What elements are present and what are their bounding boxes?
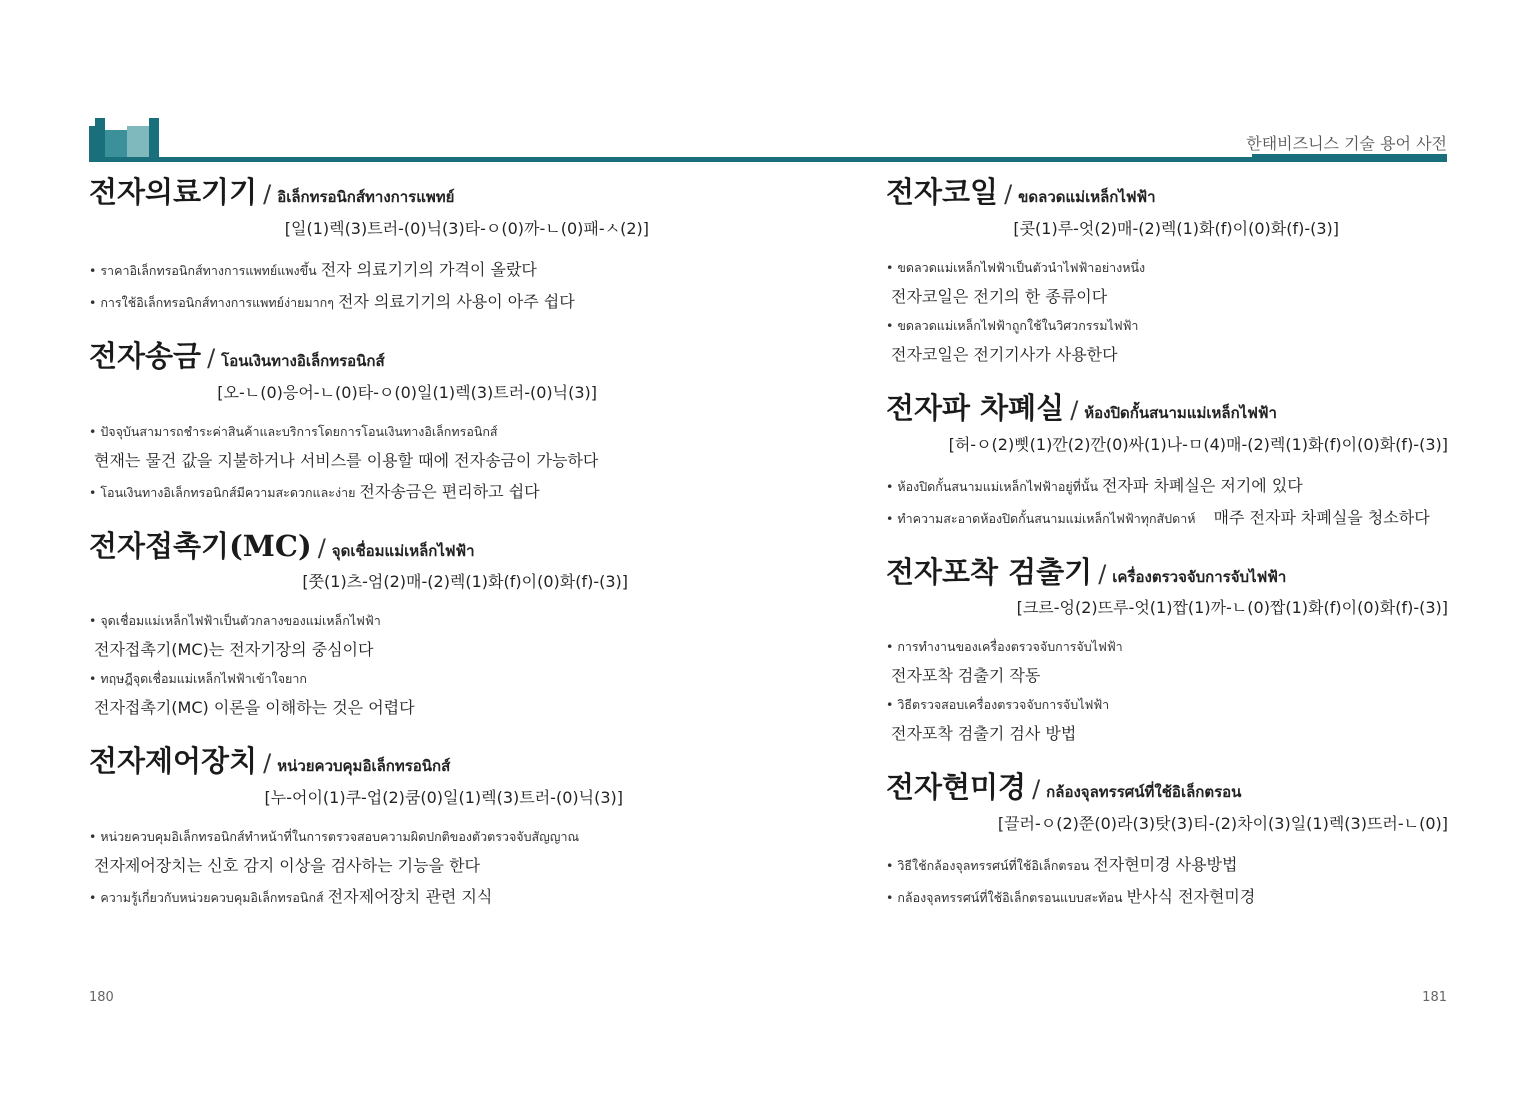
example-thai: • ปัจจุบันสามารถชำระค่าสินค้าและบริการโดยการโอนเงินทางอิเล็กทรอนิกส์ (89, 423, 498, 439)
example (89, 668, 659, 718)
example-korean: 전자코일은 전기기사가 사용한다 (891, 344, 1118, 364)
example-thai: • ความรู้เกี่ยวกับหน่วยควบคุมอิเล็กทรอนิกส์ (89, 890, 324, 906)
example-korean: 전자현미경 사용방법 (1093, 855, 1238, 875)
example (886, 257, 1448, 307)
example (89, 610, 659, 660)
dictionary-entry: 전자파 차폐실 / ห้องปิดกั้นสนามแม่เหล็กไฟฟ้า [허-ㅇ(2)삣(1)깐(2)깐(0)싸(1)나-ㅁ(4)매-(2)렉(1)화(f)이(0)화(f)-(3)] • ห้องปิดกั้นสนามแม่เหล็กไฟฟ้าอยู่ที่นั้น 전자파 차폐실은 저기에 있다 • ทำความสะอาดห้องปิดกั้นสนามแม่เหล็กไฟฟ้าทุกสัปดาห์ 매주 전자파 차폐실을 청소하다 (886, 390, 1448, 527)
thai-translation: หน่วยควบคุมอิเล็กทรอนิกส์ (277, 757, 451, 776)
example (886, 852, 1448, 876)
example-korean: 전자포착 검출기 작동 (891, 666, 1041, 686)
example-korean: 전자 의료기기의 사용이 아주 쉽다 (337, 291, 575, 311)
pronunciation: [오-ㄴ(0)응어-ㄴ(0)타-ㅇ(0)일(1)렉(3)트러-(0)닉(3)] (217, 382, 597, 402)
example (886, 315, 1448, 365)
dictionary-entry: 전자의료기기 / อิเล็กทรอนิกส์ทางการแพทย์ [일(1)렉(3)트러-(0)닉(3)타-ㅇ(0)까-ㄴ(0)패-ㅅ(2)] • ราคาอิเล็กทรอนิกส์ทางการแพทย์แพงขึ้น 전자 의료기기의 가격이 올랐다 • การใช้อิเล็กทรอนิกส์ทางการแพทย์ง่ายมากๆ 전자 의료기기의 사용이 아주 쉽다 (89, 175, 659, 313)
dictionary-entry: 전자포착 검출기 / เครื่องตรวจจับการจับไฟฟ้า [크르-엉(2)뜨루-엇(1)짭(1)까-ㄴ(0)짭(1)화(f)이(0)화(f)-(3)] • การทำงานของเครื่องตรวจจับการจับไฟฟ้า 전자포착 검출기 작동 • วิธีตรวจสอบเครื่องตรวจจับการจับไฟฟ้า 전자포착 검출기 검사 방법 (886, 554, 1448, 744)
example-thai: • หน่วยควบคุมอิเล็กทรอนิกส์ทำหน้าที่ในการตรวจสอบความผิดปกติของตัวตรวจจับสัญญาณ (89, 829, 580, 845)
pronunciation: [일(1)렉(3)트러-(0)닉(3)타-ㅇ(0)까-ㄴ(0)패-ㅅ(2)] (284, 218, 649, 238)
dictionary-entry: 전자현미경 / กล้องจุลทรรศน์ที่ใช้อิเล็กตรอน [끌러-ㅇ(2)쭌(0)라(3)탓(3)티-(2)차이(3)일(1)렉(3)뜨러-ㄴ(0)] • วิธีใช้กล้องจุลทรรศน์ที่ใช้อิเล็กตรอน 전자현미경 사용방법 • กล้องจุลทรรศน์ที่ใช้อิเล็กตรอนแบบสะท้อน 반사식 전자현미경 (886, 770, 1448, 907)
thai-translation: เครื่องตรวจจับการจับไฟฟ้า (1112, 567, 1287, 586)
example-thai: • ขดลวดแม่เหล็กไฟฟ้าถูกใช้ในวิศวกรรมไฟฟ้า (886, 317, 1139, 333)
example-korean: 현재는 물건 값을 지불하거나 서비스를 이용할 때에 전자송금이 가능하다 (94, 450, 599, 470)
example (886, 694, 1448, 744)
example (89, 421, 659, 471)
pronunciation: [쭛(1)츠-엄(2)매-(2)렉(1)화(f)이(0)화(f)-(3)] (302, 572, 628, 592)
example-korean: 전자파 차폐실은 저기에 있다 (1102, 475, 1303, 495)
example (886, 636, 1448, 686)
example-korean: 전자접촉기(MC)는 전자기장의 중심이다 (94, 640, 374, 660)
example-korean: 반사식 전자현미경 (1126, 887, 1256, 907)
example-thai: • การทำงานของเครื่องตรวจจับการจับไฟฟ้า (886, 639, 1123, 655)
example (89, 257, 659, 281)
page-number-left: 180 (89, 990, 114, 1005)
header-decoration (89, 118, 159, 160)
pronunciation: [허-ㅇ(2)삣(1)깐(2)깐(0)싸(1)나-ㅁ(4)매-(2)렉(1)화(f)이(0)화(f)-(3)] (948, 434, 1448, 454)
dictionary-entry: 전자코일 / ขดลวดแม่เหล็กไฟฟ้า [콧(1)루-엇(2)매-(2)렉(1)화(f)이(0)화(f)-(3)] • ขดลวดแม่เหล็กไฟฟ้าเป็นตัวนำไฟฟ้าอย่างหนึ่ง 전자코일은 전기의 한 종류이다 • ขดลวดแม่เหล็กไฟฟ้าถูกใช้ในวิศวกรรมไฟฟ้า 전자코일은 전기기사가 사용한다 (886, 175, 1448, 365)
example-korean: 전자코일은 전기의 한 종류이다 (891, 286, 1108, 306)
thai-translation: ขดลวดแม่เหล็กไฟฟ้า (1018, 188, 1156, 206)
running-title: 한태비즈니스 기술 용어 사전 (1246, 134, 1447, 153)
example-thai: • ห้องปิดกั้นสนามแม่เหล็กไฟฟ้าอยู่ที่นั้น (886, 478, 1098, 494)
thai-translation: กล้องจุลทรรศน์ที่ใช้อิเล็กตรอน (1046, 783, 1242, 802)
thai-translation: ห้องปิดกั้นสนามแม่เหล็กไฟฟ้า (1084, 403, 1277, 422)
example-thai: • ทำความสะอาดห้องปิดกั้นสนามแม่เหล็กไฟฟ้าทุกสัปดาห์ (886, 510, 1196, 526)
example (886, 884, 1448, 908)
headword: 전자접촉기(MC) (89, 528, 312, 563)
example-korean: 매주 전자파 차폐실을 청소하다 (1213, 507, 1430, 527)
headword: 전자포착 검출기 (886, 554, 1093, 589)
example (89, 479, 659, 503)
example-thai: • วิธีตรวจสอบเครื่องตรวจจับการจับไฟฟ้า (886, 697, 1110, 713)
example-thai: • การใช้อิเล็กทรอนิกส์ทางการแพทย์ง่ายมากๆ (89, 294, 334, 310)
example-thai: • วิธีใช้กล้องจุลทรรศน์ที่ใช้อิเล็กตรอน (886, 858, 1090, 874)
headword: 전자코일 (886, 175, 999, 209)
headword: 전자현미경 (886, 770, 1027, 805)
dictionary-entry: 전자제어장치 / หน่วยควบคุมอิเล็กทรอนิกส์ [누-어이(1)쿠-업(2)쿰(0)일(1)렉(3)트러-(0)닉(3)] • หน่วยควบคุมอิเล็กทรอนิกส์ทำหน้าที่ในการตรวจสอบความผิดปกติของตัวตรวจจับสัญญาณ 전자제어장치는 신호 감지 이상을 검사하는 기능을 한다 • ความรู้เกี่ยวกับหน่วยควบคุมอิเล็กทรอนิกส์ 전자제어장치 관련 지식 (89, 744, 659, 908)
right-column (886, 175, 1448, 934)
pronunciation: [콧(1)루-엇(2)매-(2)렉(1)화(f)이(0)화(f)-(3)] (1013, 218, 1339, 238)
example-korean: 전자 의료기기의 가격이 올랐다 (320, 259, 537, 279)
example (89, 289, 659, 313)
example-korean: 전자접촉기(MC) 이론을 이해하는 것은 어렵다 (94, 698, 415, 718)
example-thai: • ขดลวดแม่เหล็กไฟฟ้าเป็นตัวนำไฟฟ้าอย่างหนึ่ง (886, 259, 1146, 275)
dictionary-entry: 전자송금 / โอนเงินทางอิเล็กทรอนิกส์ [오-ㄴ(0)응어-ㄴ(0)타-ㅇ(0)일(1)렉(3)트러-(0)닉(3)] • ปัจจุบันสามารถชำระค่าสินค้าและบริการโดยการโอนเงินทางอิเล็กทรอนิกส์ 현재는 물건 값을 지불하거나 서비스를 이용할 때에 전자송금이 가능하다 • โอนเงินทางอิเล็กทรอนิกส์มีความสะดวกและง่าย 전자송금은 편리하고 쉽다 (89, 339, 659, 503)
example (89, 826, 659, 876)
left-column (89, 175, 659, 934)
pronunciation: [크르-엉(2)뜨루-엇(1)짭(1)까-ㄴ(0)짭(1)화(f)이(0)화(f)-(3)] (1016, 598, 1448, 618)
header-rule (89, 157, 1447, 162)
example-thai: • จุดเชื่อมแม่เหล็กไฟฟ้าเป็นตัวกลางของแม่เหล็กไฟฟ้า (89, 613, 381, 629)
example-thai: • โอนเงินทางอิเล็กทรอนิกส์มีความสะดวกและง่าย (89, 484, 356, 500)
pronunciation: [끌러-ㅇ(2)쭌(0)라(3)탓(3)티-(2)차이(3)일(1)렉(3)뜨러-ㄴ(0)] (997, 814, 1448, 834)
headword: 전자제어장치 (89, 744, 258, 779)
example-thai: • ราคาอิเล็กทรอนิกส์ทางการแพทย์แพงขึ้น (89, 262, 317, 278)
dictionary-entry: 전자접촉기(MC) / จุดเชื่อมแม่เหล็กไฟฟ้า [쭛(1)츠-엄(2)매-(2)렉(1)화(f)이(0)화(f)-(3)] • จุดเชื่อมแม่เหล็กไฟฟ้าเป็นตัวกลางของแม่เหล็กไฟฟ้า 전자접촉기(MC)는 전자기장의 중심이다 • ทฤษฎีจุดเชื่อมแม่เหล็กไฟฟ้าเข้าใจยาก 전자접촉기(MC) 이론을 이해하는 것은 어렵다 (89, 529, 659, 719)
example-korean: 전자제어장치 관련 지식 (327, 887, 493, 907)
example-korean: 전자제어장치는 신호 감지 이상을 검사하는 기능을 한다 (94, 856, 481, 876)
example-thai: • ทฤษฎีจุดเชื่อมแม่เหล็กไฟฟ้าเข้าใจยาก (89, 671, 307, 687)
page-number-right: 181 (1422, 990, 1447, 1005)
example (886, 505, 1448, 529)
headword: 전자의료기기 (89, 175, 258, 209)
example (89, 884, 659, 908)
thai-translation: อิเล็กทรอนิกส์ทางการแพทย์ (277, 188, 455, 206)
thai-translation: โอนเงินทางอิเล็กทรอนิกส์ (221, 351, 385, 370)
pronunciation: [누-어이(1)쿠-업(2)쿰(0)일(1)렉(3)트러-(0)닉(3)] (264, 788, 623, 808)
example (886, 473, 1448, 497)
header-rule-accent (1252, 154, 1447, 162)
example-korean: 전자송금은 편리하고 쉽다 (359, 481, 540, 501)
example-thai: • กล้องจุลทรรศน์ที่ใช้อิเล็กตรอนแบบสะท้อน (886, 890, 1123, 906)
example-korean: 전자포착 검출기 검사 방법 (891, 724, 1077, 744)
headword: 전자파 차폐실 (886, 390, 1065, 425)
thai-translation: จุดเชื่อมแม่เหล็กไฟฟ้า (331, 541, 475, 560)
headword: 전자송금 (89, 338, 202, 373)
